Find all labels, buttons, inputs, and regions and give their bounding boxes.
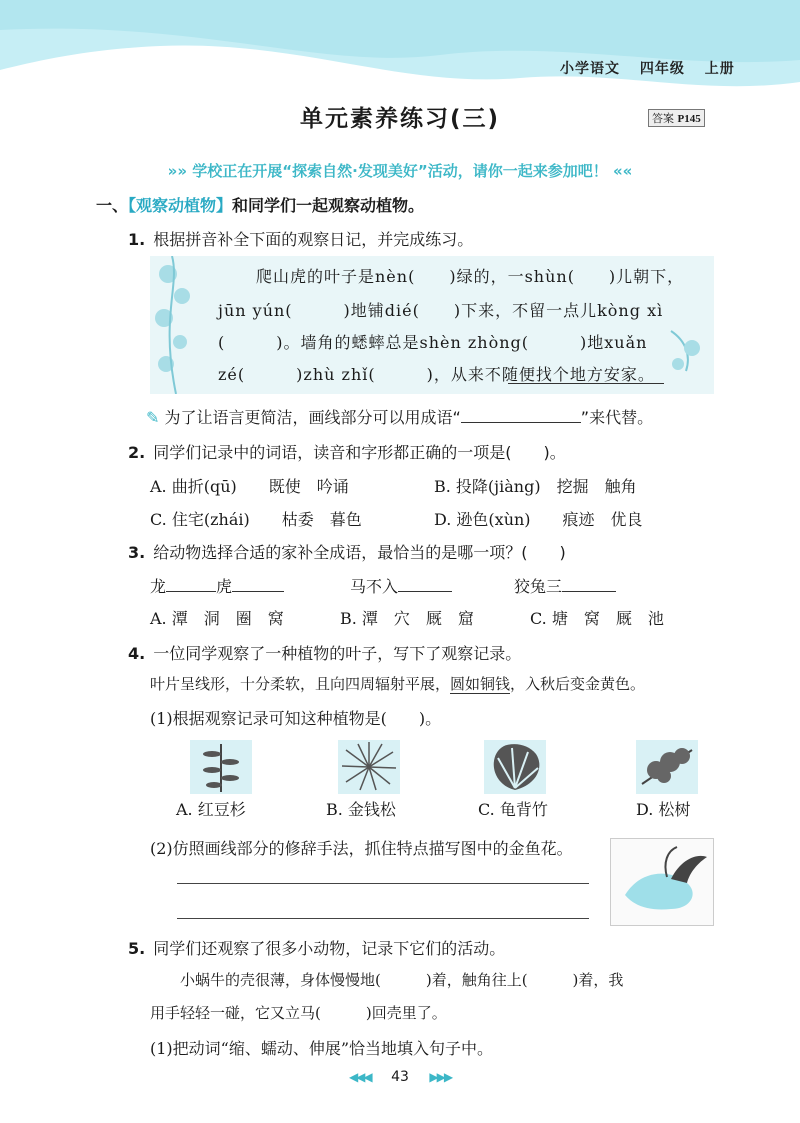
snapdragon-image	[610, 838, 714, 926]
q5-para-2: 用手轻轻一碰，它又立马( )回壳里了。	[150, 1004, 447, 1022]
q1-hint	[146, 405, 653, 428]
q3-blank-word-2: 虎	[216, 577, 233, 596]
q4-record-pre: 叶片呈线形，十分柔软，且向四周辐射平展，	[150, 675, 451, 693]
q5-stem	[128, 936, 505, 959]
q4-number: 4.	[128, 644, 146, 663]
pen-icon: ✎	[146, 408, 160, 427]
q1-text: 根据拼音补全下面的观察日记，并完成练习。	[153, 230, 474, 249]
pine-image	[636, 740, 698, 794]
q3-number: 3.	[128, 543, 146, 562]
banner-text: 学校正在开展“探索自然·发现美好”活动，请你一起来参加吧！	[192, 162, 608, 180]
section-1-num: 一、	[96, 196, 129, 215]
q3-text: 给动物选择合适的家补全成语，最恰当的是哪一项？( )	[153, 543, 566, 562]
diary-line-2: jūn yún( )地铺dié( )下来，不留一点儿kòng xì	[218, 301, 664, 320]
q3-blank-3[interactable]	[398, 577, 452, 592]
activity-banner	[0, 160, 800, 181]
q1-hint-post: ”来代替。	[580, 408, 654, 427]
header-volume: 上册	[704, 61, 735, 77]
q3-blank-word-1: 龙	[150, 577, 167, 596]
golden-larch-image	[338, 740, 400, 794]
q2-option-a: A. 曲折(qū) 既使 吟诵	[150, 477, 349, 496]
q4-text: 一位同学观察了一种植物的叶子，写下了观察记录。	[153, 644, 522, 663]
plant-option-a: A. 红豆杉	[176, 800, 246, 819]
q1-number: 1.	[128, 230, 146, 249]
page-number: 43	[391, 1069, 409, 1085]
q5-text: 同学们还观察了很多小动物，记录下它们的活动。	[153, 939, 506, 958]
answer-tag-page: P145	[677, 113, 701, 125]
diary-underline	[508, 383, 664, 384]
plant-option-c: C. 龟背竹	[478, 800, 548, 819]
q1-hint-pre: 为了让语言更简洁，画线部分可以用成语“	[164, 408, 461, 427]
q3-blank-word-3: 马不入	[350, 577, 399, 596]
q1-stem	[128, 227, 473, 250]
idiom-answer-blank[interactable]	[461, 408, 581, 423]
q3-blank-2[interactable]	[232, 577, 284, 592]
q4-sub2: (2)仿照画线部分的修辞手法，抓住特点描写图中的金鱼花。	[150, 839, 573, 858]
header-band	[0, 0, 800, 110]
header-subject: 小学语文	[560, 61, 620, 77]
q3-option-a: A. 潭 洞 圈 窝	[150, 609, 284, 628]
diary-line-1: 爬山虎的叶子是nèn( )绿的，一shùn( )儿朝下，	[256, 267, 685, 286]
plant-option-d: D. 松树	[636, 800, 691, 819]
q2-number: 2.	[128, 443, 146, 462]
q3-option-b: B. 潭 穴 厩 窟	[340, 609, 474, 628]
q4-sub1: (1)根据观察记录可知这种植物是( )。	[150, 709, 442, 728]
q2-option-b: B. 投降(jiàng) 挖掘 触角	[434, 477, 637, 496]
page-footer	[0, 1069, 800, 1085]
q3-blank-word-4: 狡兔三	[514, 577, 563, 596]
header-meta	[560, 58, 749, 78]
q5-number: 5.	[128, 939, 146, 958]
q3-idiom-2	[350, 574, 452, 597]
q3-stem	[128, 540, 566, 563]
answer-tag	[648, 109, 705, 127]
answer-line-1[interactable]	[177, 883, 589, 884]
q2-stem	[128, 440, 566, 463]
vine-leaf-icon	[666, 326, 710, 376]
section-1-heading	[96, 193, 424, 216]
plant-option-b: B. 金钱松	[326, 800, 396, 819]
q3-blank-1[interactable]	[166, 577, 216, 592]
q5-para-1: 小蜗牛的壳很薄，身体慢慢地( )着，触角往上( )着，我	[180, 971, 624, 989]
header-grade: 四年级	[639, 61, 685, 77]
red-yew-image	[190, 740, 252, 794]
q4-stem	[128, 641, 521, 664]
q3-blank-4[interactable]	[562, 577, 616, 592]
section-1-tag: 【观察动植物】	[128, 196, 233, 215]
q3-option-c: C. 塘 窝 厩 池	[530, 609, 664, 628]
q4-record	[150, 673, 645, 694]
q4-record-underlined: 圆如铜钱	[450, 675, 511, 693]
page-title: 单元素养练习(三)	[299, 106, 501, 132]
section-1-text: 和同学们一起观察动植物。	[232, 196, 425, 215]
ivy-decoration-icon	[150, 256, 200, 394]
q2-option-d: D. 逊色(xùn) 痕迹 优良	[434, 510, 643, 529]
q5-sub1: (1)把动词“缩、蠕动、伸展”恰当地填入句子中。	[150, 1039, 494, 1058]
diary-line-4: zé( )zhù zhǐ( )，从来不随便找个地方安家。	[218, 365, 655, 384]
q3-idiom-1	[150, 574, 284, 597]
q2-text: 同学们记录中的词语，读音和字形都正确的一项是( )。	[153, 443, 566, 462]
answer-tag-label: 答案	[652, 112, 674, 125]
q2-option-c: C. 住宅(zhái) 枯委 暮色	[150, 510, 362, 529]
banner-left-chevron-icon: »»	[167, 162, 188, 180]
q3-idiom-3	[514, 574, 616, 597]
monstera-image	[484, 740, 546, 794]
q4-record-post: ，入秋后变金黄色。	[510, 675, 646, 693]
banner-right-chevron-icon: ««	[612, 162, 633, 180]
answer-line-2[interactable]	[177, 918, 589, 919]
prev-arrows-icon: ◀◀◀	[348, 1070, 371, 1084]
next-arrows-icon: ▶▶▶	[429, 1070, 452, 1084]
diary-line-3: ( )。墙角的蟋蟀总是shèn zhòng( )地xuǎn	[218, 333, 648, 352]
